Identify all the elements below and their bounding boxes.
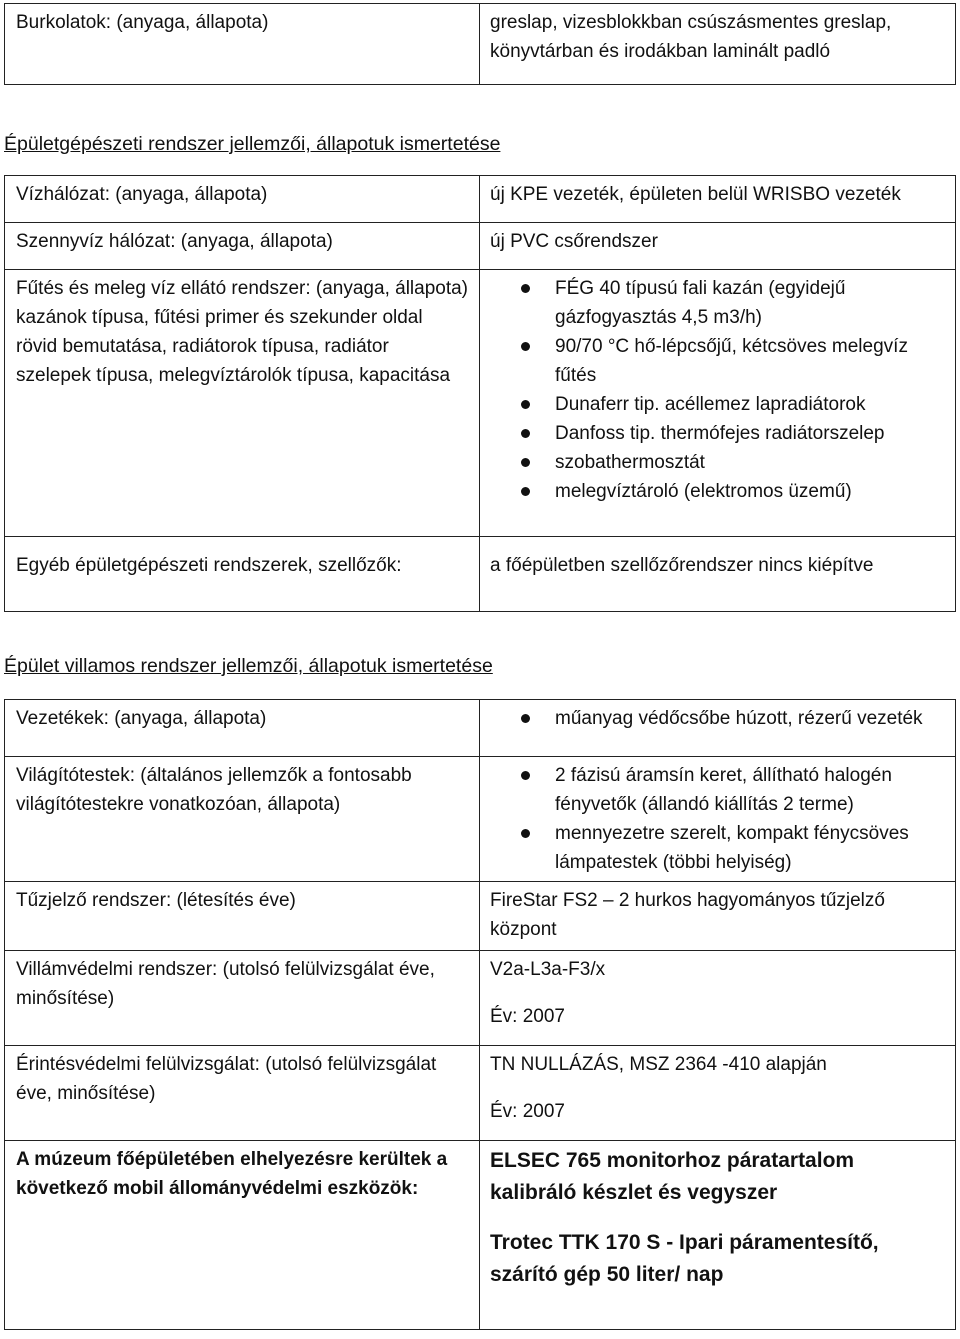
list-item: szobathermosztát	[480, 448, 945, 477]
touch-protection-value	[480, 1046, 956, 1141]
floor-label: Burkolatok: (anyaga, állapota)	[5, 4, 480, 85]
fire-alarm-label: Tűzjelző rendszer: (létesítés éve)	[5, 882, 480, 951]
wiring-list	[480, 704, 945, 733]
table-row	[5, 270, 956, 537]
heating-value	[480, 270, 956, 537]
table-row	[5, 4, 956, 85]
lightning-year: Év: 2007	[490, 1006, 565, 1027]
table-row	[5, 1141, 956, 1330]
touch-protection-label: Érintésvédelmi felülvizsgálat: (utolsó felülvizsgálat éve, minősítése)	[5, 1046, 480, 1141]
list-item: műanyag védőcsőbe húzott, rézerű vezeték	[480, 704, 945, 733]
heating-list	[480, 274, 945, 506]
heating-label: Fűtés és meleg víz ellátó rendszer: (anyaga, állapota) kazánok típusa, fűtési primer és szekunder oldal rövid bemutatása, radiátorok típusa, radiátor szelepek típusa, melegvíztárolók típusa, kapacitása	[5, 270, 480, 537]
list-item: melegvíztároló (elektromos üzemű)	[480, 477, 945, 506]
touch-standard: TN NULLÁZÁS, MSZ 2364 -410 alapján	[490, 1054, 827, 1075]
lighting-value	[480, 757, 956, 882]
museum-item-2: Trotec TTK 170 S - Ipari páramentesítő, szárító gép 50 liter/ nap	[490, 1231, 879, 1286]
list-item: Dunaferr tip. acéllemez lapradiátorok	[480, 390, 945, 419]
fire-alarm-value: FireStar FS2 – 2 hurkos hagyományos tűzjelző központ	[480, 882, 956, 951]
list-item: Danfoss tip. thermófejes radiátorszelep	[480, 419, 945, 448]
sewage-label: Szennyvíz hálózat: (anyaga, állapota)	[5, 223, 480, 270]
other-systems-label: Egyéb épületgépészeti rendszerek, szellőzők:	[5, 537, 480, 612]
list-item: 2 fázisú áramsín keret, állítható halogén fényvetők (állandó kiállítás 2 terme)	[480, 761, 945, 819]
museum-equipment-label: A múzeum főépületében elhelyezésre kerültek a következő mobil állományvédelmi eszközök:	[5, 1141, 480, 1330]
mech-table	[4, 175, 956, 612]
floor-value: greslap, vizesblokkban csúszásmentes greslap, könyvtárban és irodákban laminált padló	[480, 4, 956, 85]
table-row	[5, 700, 956, 757]
lightning-code: V2a-L3a-F3/x	[490, 959, 606, 980]
touch-year: Év: 2007	[490, 1101, 565, 1122]
wiring-label: Vezetékek: (anyaga, állapota)	[5, 700, 480, 757]
museum-item-1: ELSEC 765 monitorhoz páratartalom kalibráló készlet és vegyszer	[490, 1149, 855, 1204]
list-item: 90/70 °C hő-lépcsőjű, kétcsöves melegvíz fűtés	[480, 332, 945, 390]
table-row	[5, 882, 956, 951]
water-value: új KPE vezeték, épületen belül WRISBO vezeték	[480, 176, 956, 223]
mech-section-title: Épületgépészeti rendszer jellemzői, állapotuk ismertetése	[4, 133, 501, 155]
lighting-list	[480, 761, 945, 877]
elec-table	[4, 699, 956, 1330]
lighting-label: Világítótestek: (általános jellemzők a fontosabb világítótestekre vonatkozóan, állapota)	[5, 757, 480, 882]
list-item: mennyezetre szerelt, kompakt fénycsöves lámpatestek (többi helyiség)	[480, 819, 945, 877]
table-row	[5, 1046, 956, 1141]
lightning-protection-value	[480, 951, 956, 1046]
floor-table	[4, 3, 956, 85]
museum-equipment-value	[480, 1141, 956, 1330]
table-row	[5, 223, 956, 270]
elec-section-title: Épület villamos rendszer jellemzői, állapotuk ismertetése	[4, 655, 493, 677]
lightning-protection-label: Villámvédelmi rendszer: (utolsó felülvizsgálat éve, minősítése)	[5, 951, 480, 1046]
table-row	[5, 537, 956, 612]
table-row	[5, 757, 956, 882]
sewage-value: új PVC csőrendszer	[480, 223, 956, 270]
list-item: FÉG 40 típusú fali kazán (egyidejű gázfogyasztás 4,5 m3/h)	[480, 274, 945, 332]
table-row	[5, 176, 956, 223]
water-label: Vízhálózat: (anyaga, állapota)	[5, 176, 480, 223]
wiring-value	[480, 700, 956, 757]
table-row	[5, 951, 956, 1046]
other-systems-value: a főépületben szellőzőrendszer nincs kiépítve	[480, 537, 956, 612]
